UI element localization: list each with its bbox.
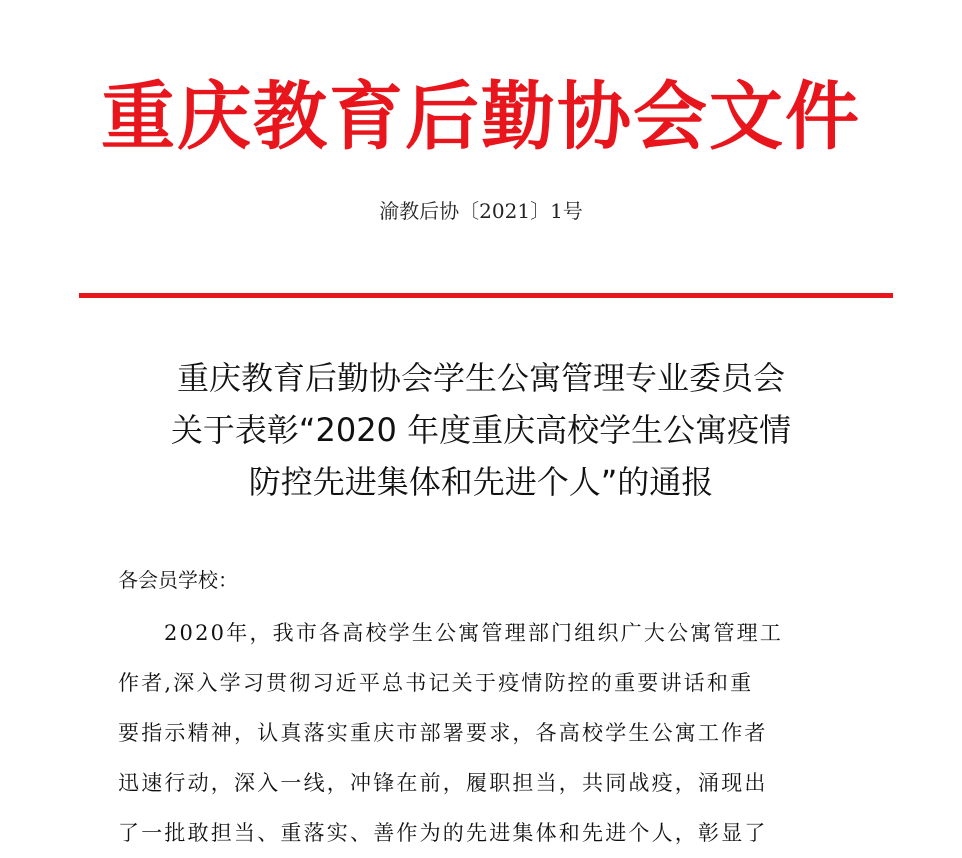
red-divider <box>79 293 893 298</box>
title-line-2: 关于表彰“2020 年度重庆高校学生公寓疫情 <box>170 411 792 449</box>
title-line-3: 防控先进集体和先进个人”的通报 <box>248 463 714 501</box>
document-number: 渝教后协〔2021〕1号 <box>379 199 583 223</box>
salutation: 各会员学校： <box>118 568 238 592</box>
title-line-1: 重庆教育后勤协会学生公寓管理专业委员会 <box>176 359 785 397</box>
body-paragraph <box>118 608 862 858</box>
body-line: 作者,深入学习贯彻习近平总书记关于疫情防控的重要讲话和重 <box>118 671 754 695</box>
document-masthead: 重庆教育后勤协会文件 <box>101 74 861 160</box>
document-title <box>0 352 962 508</box>
body-line: 迅速行动，深入一线，冲锋在前，履职担当，共同战疫，涌现出 <box>118 771 768 795</box>
body-line: 了一批敢担当、重落实、善作为的先进集体和先进个人，彰显了 <box>118 821 768 845</box>
body-line: 2020年，我市各高校学生公寓管理部门组织广大公寓管理工 <box>164 621 784 645</box>
body-line: 要指示精神，认真落实重庆市部署要求，各高校学生公寓工作者 <box>118 721 768 745</box>
